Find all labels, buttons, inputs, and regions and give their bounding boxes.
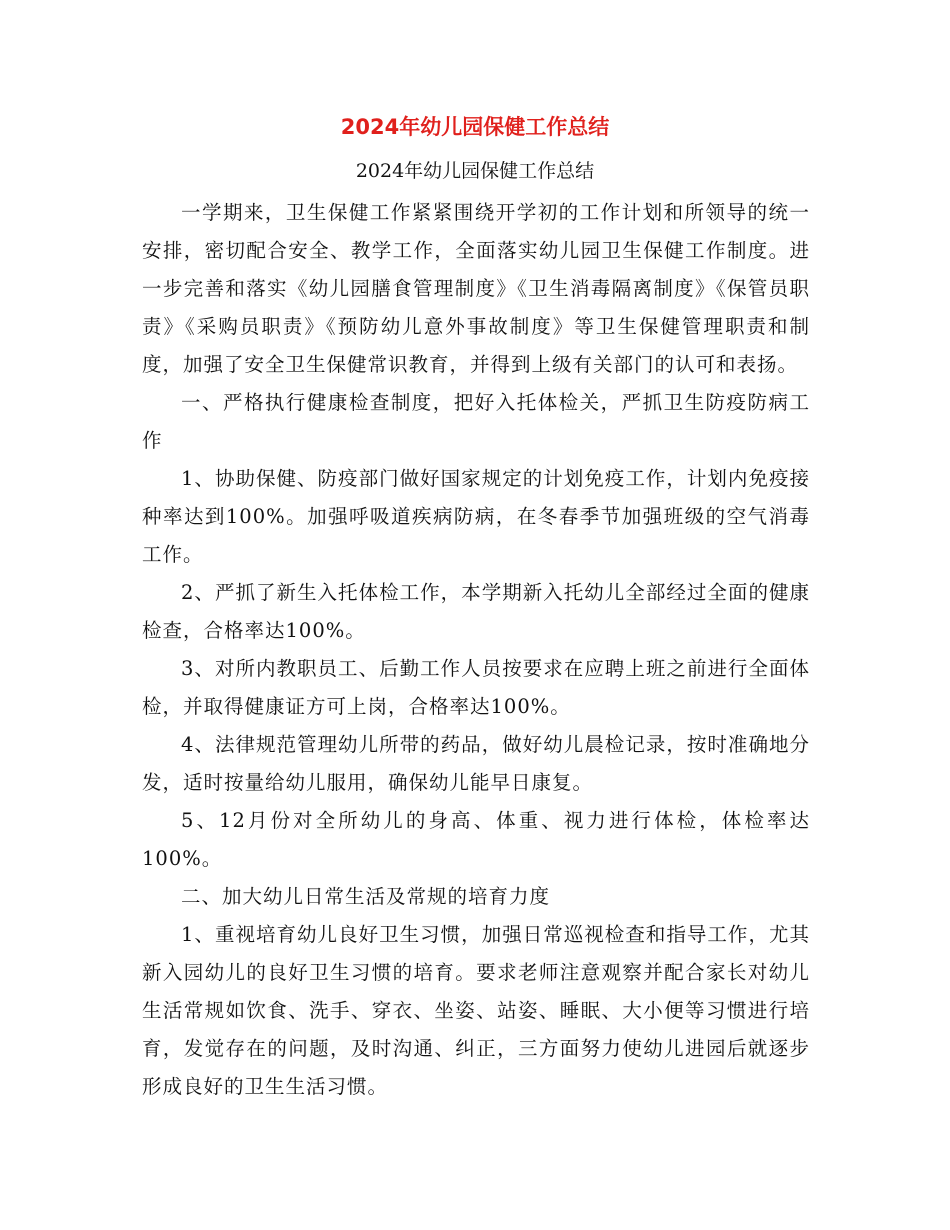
list-item: 5、12月份对全所幼儿的身高、体重、视力进行体检，体检率达100%。 [142,809,810,870]
list-item: 1、重视培育幼儿良好卫生习惯，加强日常巡视检查和指导工作，尤其新入园幼儿的良好卫生习惯的培育。要求老师注意观察并配合家长对幼儿生活常规如饮食、洗手、穿衣、坐姿、站姿、睡眠、大小便等习惯进行培育，发觉存在的问题，及时沟通、纠正，三方面努力使幼儿进园后就逐步形成良好的卫生生活习惯。 [142,923,810,1098]
document-title: 2024年幼儿园保健工作总结 [340,115,610,139]
list-item: 4、法律规范管理幼儿所带的药品，做好幼儿晨检记录，按时准确地分发，适时按量给幼儿服用，确保幼儿能早日康复。 [142,733,810,794]
list-item: 2、严抓了新生入托体检工作，本学期新入托幼儿全部经过全面的健康检查，合格率达100%。 [142,581,810,642]
paragraph-intro: 一学期来，卫生保健工作紧紧围绕开学初的工作计划和所领导的统一安排，密切配合安全、教学工作，全面落实幼儿园卫生保健工作制度。进一步完善和落实《幼儿园膳食管理制度》《卫生消毒隔离制度》《保管员职责》《采购员职责》《预防幼儿意外事故制度》等卫生保健管理职责和制度，加强了安全卫生保健常识教育，并得到上级有关部门的认可和表扬。 [142,201,810,376]
document-subtitle: 2024年幼儿园保健工作总结 [355,160,595,182]
document-body [142,194,810,1106]
section-heading-2: 二、加大幼儿日常生活及常规的培育力度 [181,885,551,908]
section-heading-1: 一、严格执行健康检查制度，把好入托体检关，严抓卫生防疫防病工作 [142,391,810,452]
list-item: 3、对所内教职员工、后勤工作人员按要求在应聘上班之前进行全面体检，并取得健康证方可上岗，合格率达100%。 [142,657,810,718]
list-item: 1、协助保健、防疫部门做好国家规定的计划免疫工作，计划内免疫接种率达到100%。加强呼吸道疾病防病，在冬春季节加强班级的空气消毒工作。 [142,467,810,566]
